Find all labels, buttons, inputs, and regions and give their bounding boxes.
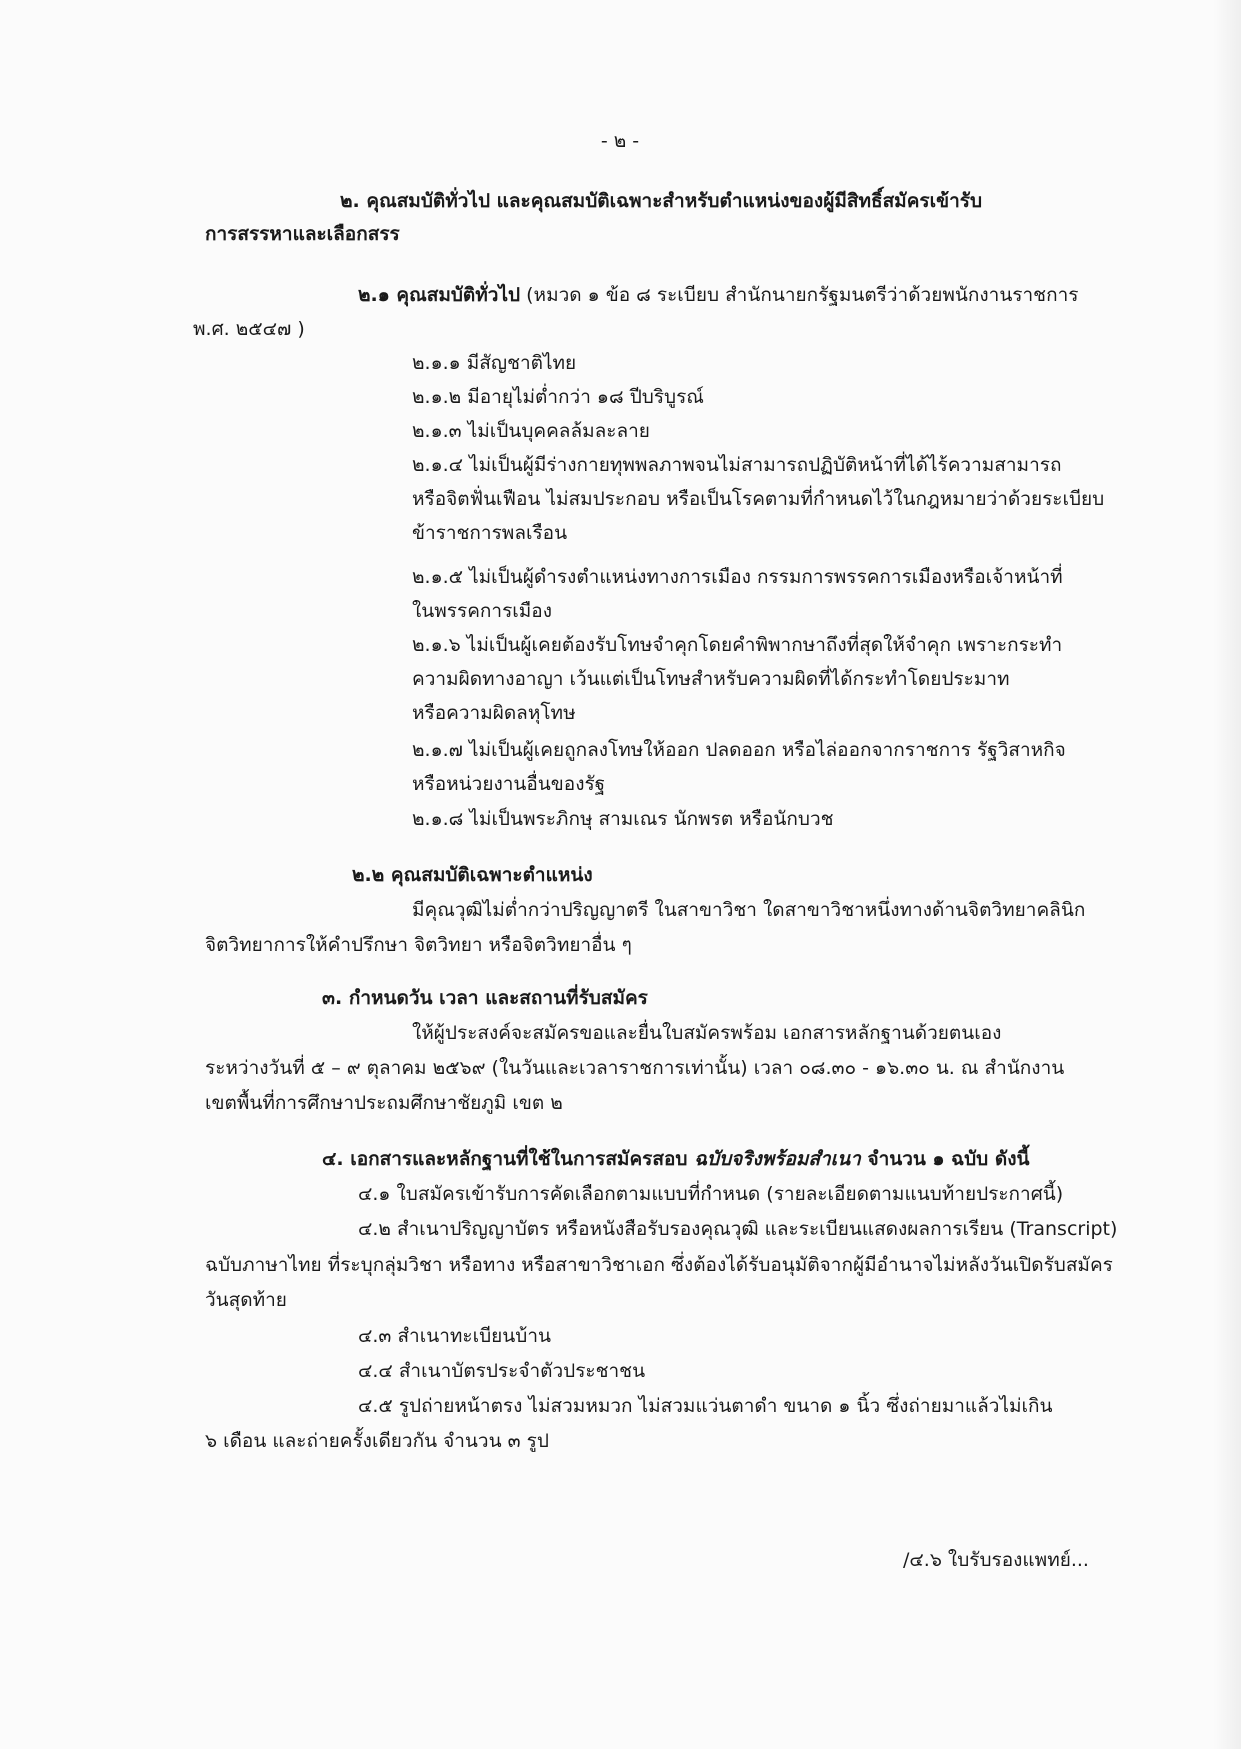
scan-edge-shadow — [1213, 0, 1241, 1749]
section-2-1-reference-cont: พ.ศ. ๒๕๔๗ ) — [193, 318, 305, 340]
item-2-1-1: ๒.๑.๑ มีสัญชาติไทย — [412, 352, 577, 374]
item-4-1: ๔.๑ ใบสมัครเข้ารับการคัดเลือกตามแบบที่กำหนด (รายละเอียดตามแนบท้ายประกาศนี้) — [358, 1183, 1064, 1205]
item-2-1-2: ๒.๑.๒ มีอายุไม่ต่ำกว่า ๑๘ ปีบริบูรณ์ — [412, 386, 704, 408]
section-4-heading — [322, 1146, 1029, 1172]
section-4-heading-suffix: จำนวน ๑ ฉบับ ดังนี้ — [860, 1148, 1030, 1170]
item-2-1-6-cont: หรือความผิดลหุโทษ — [412, 702, 576, 724]
section-2-2-text-cont: จิตวิทยาการให้คำปรึกษา จิตวิทยา หรือจิตวิทยาอื่น ๆ — [205, 934, 632, 956]
section-3-text-cont: ระหว่างวันที่ ๕ – ๙ ตุลาคม ๒๕๖๙ (ในวันและเวลาราชการเท่านั้น) เวลา ๐๘.๓๐ - ๑๖.๓๐ น. ณ สำนักงาน — [205, 1057, 1065, 1079]
page-number: - ๒ - — [600, 130, 640, 152]
section-2-heading-cont: การสรรหาและเลือกสรร — [205, 223, 400, 245]
section-2-2-text: มีคุณวุฒิไม่ต่ำกว่าปริญญาตรี ในสาขาวิชา ใดสาขาวิชาหนึ่งทางด้านจิตวิทยาคลินิก — [412, 899, 1086, 921]
section-2-1-title: ๒.๑ คุณสมบัติทั่วไป — [358, 284, 521, 306]
section-3-text-cont: เขตพื้นที่การศึกษาประถมศึกษาชัยภูมิ เขต ๒ — [205, 1092, 563, 1114]
section-4-heading-text: ๔. เอกสารและหลักฐานที่ใช้ในการสมัครสอบ — [322, 1148, 695, 1170]
item-4-4: ๔.๔ สำเนาบัตรประจำตัวประชาชน — [358, 1360, 646, 1382]
section-2-1-reference: (หมวด ๑ ข้อ ๘ ระเบียบ สำนักนายกรัฐมนตรีว่าด้วยพนักงานราชการ — [520, 284, 1079, 306]
item-2-1-8: ๒.๑.๘ ไม่เป็นพระภิกษุ สามเณร นักพรต หรือนักบวช — [412, 808, 834, 830]
item-2-1-4-cont: หรือจิตฟั่นเฟือน ไม่สมประกอบ หรือเป็นโรคตามที่กำหนดไว้ในกฎหมายว่าด้วยระเบียบ — [412, 488, 1105, 510]
item-4-5: ๔.๕ รูปถ่ายหน้าตรง ไม่สวมหมวก ไม่สวมแว่นตาดำ ขนาด ๑ นิ้ว ซึ่งถ่ายมาแล้วไม่เกิน — [358, 1395, 1053, 1417]
item-4-2-cont: วันสุดท้าย — [205, 1289, 287, 1311]
section-3-text: ให้ผู้ประสงค์จะสมัครขอและยื่นใบสมัครพร้อม เอกสารหลักฐานด้วยตนเอง — [412, 1022, 1002, 1044]
section-4-heading-emphasis: ฉบับจริงพร้อมสำเนา — [694, 1148, 861, 1170]
section-2-2-heading: ๒.๒ คุณสมบัติเฉพาะตำแหน่ง — [352, 864, 593, 886]
item-4-5-cont: ๖ เดือน และถ่ายครั้งเดียวกัน จำนวน ๓ รูป — [205, 1430, 549, 1452]
section-3-heading: ๓. กำหนดวัน เวลา และสถานที่รับสมัคร — [322, 987, 648, 1009]
section-2-heading: ๒. คุณสมบัติทั่วไป และคุณสมบัติเฉพาะสำหรับตำแหน่งของผู้มีสิทธิ์สมัครเข้ารับ — [340, 190, 983, 212]
item-2-1-7: ๒.๑.๗ ไม่เป็นผู้เคยถูกลงโทษให้ออก ปลดออก หรือไล่ออกจากราชการ รัฐวิสาหกิจ — [412, 739, 1066, 761]
item-4-3: ๔.๓ สำเนาทะเบียนบ้าน — [358, 1325, 551, 1347]
item-2-1-4: ๒.๑.๔ ไม่เป็นผู้มีร่างกายทุพพลภาพจนไม่สามารถปฏิบัติหน้าที่ได้ไร้ความสามารถ — [412, 454, 1062, 476]
continuation-note: /๔.๖ ใบรับรองแพทย์... — [903, 1549, 1089, 1571]
item-2-1-6: ๒.๑.๖ ไม่เป็นผู้เคยต้องรับโทษจำคุกโดยคำพิพากษาถึงที่สุดให้จำคุก เพราะกระทำ — [412, 634, 1063, 656]
item-2-1-5: ๒.๑.๕ ไม่เป็นผู้ดำรงตำแหน่งทางการเมือง กรรมการพรรคการเมืองหรือเจ้าหน้าที่ — [412, 566, 1063, 588]
item-2-1-3: ๒.๑.๓ ไม่เป็นบุคคลล้มละลาย — [412, 420, 650, 442]
item-2-1-7-cont: หรือหน่วยงานอื่นของรัฐ — [412, 773, 606, 795]
item-2-1-5-cont: ในพรรคการเมือง — [412, 600, 552, 622]
item-2-1-6-cont: ความผิดทางอาญา เว้นแต่เป็นโทษสำหรับความผิดที่ได้กระทำโดยประมาท — [412, 668, 1010, 690]
item-4-2: ๔.๒ สำเนาปริญญาบัตร หรือหนังสือรับรองคุณวุฒิ และระเบียนแสดงผลการเรียน (Transcript) — [358, 1218, 1118, 1240]
section-2-1-heading — [358, 282, 1078, 308]
item-2-1-4-cont: ข้าราชการพลเรือน — [412, 522, 568, 544]
item-4-2-cont: ฉบับภาษาไทย ที่ระบุกลุ่มวิชา หรือทาง หรือสาขาวิชาเอก ซึ่งต้องได้รับอนุมัติจากผู้มีอำนาจไม่หลังวันเปิดรับสมัคร — [205, 1254, 1113, 1276]
